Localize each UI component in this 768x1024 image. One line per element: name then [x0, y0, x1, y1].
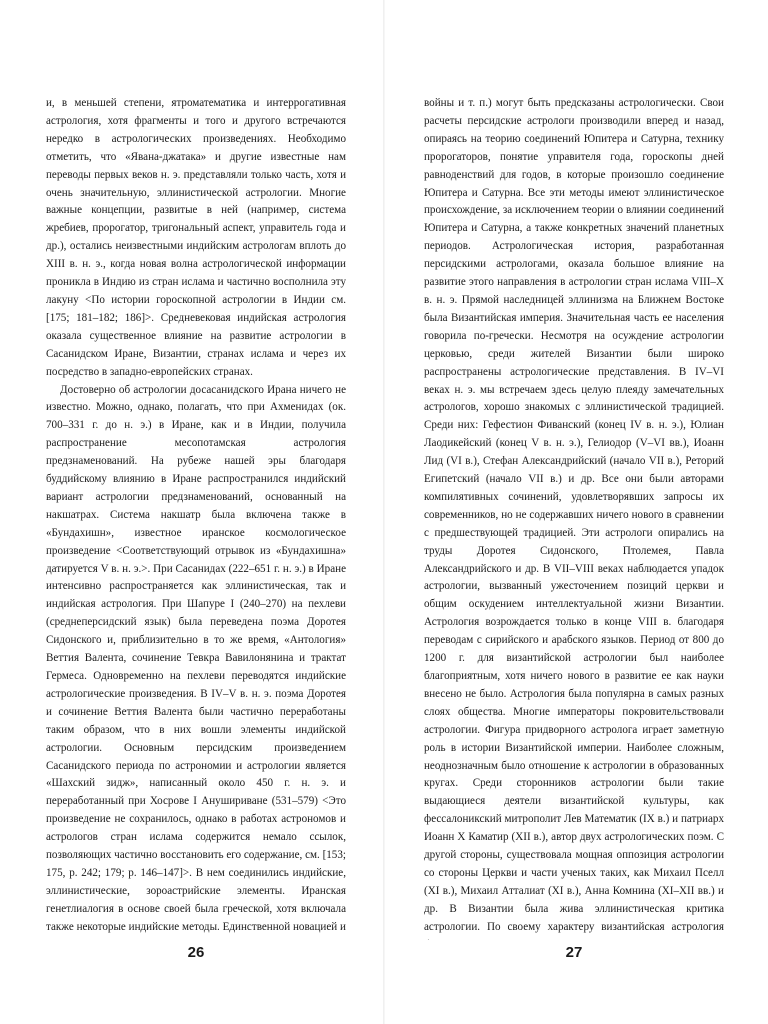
left-paragraph-2: Достоверно об астрологии досасанидского Ирана ничего не известно. Можно, однако, полагать, что при Ахменидах (ок. 700–331 г. до н. э.) в Иране, как и в Индии, получила распространение месопотамская астрология предзнаменований. На рубеже нашей эры благодаря буддийскому влиянию в Иране распространился индийский вариант астрологии предзнаменований, основанный на накшатрах. Система накшатр была включена также в «Бундахишн», известное иранское космологическое произведение <Соответствующий отрывок из «Бундахишна» датируется V в. н. э.>. При Сасанидах (222–651 г. н. э.) в Иране интенсивно распространяется как эллинистическая, так и индийская астрология. При Шапуре I (240–270) на пехлеви (среднеперсидский язык) была переведена поэма Доротея Сидонского и, приблизительно в то же время, «Антология» Веттия Валента, сочинение Тевкра Вавилонянина и трактат Гермеса. Одновременно на пехлеви переводятся индийские астрологические произведения. В IV–V в. н. э. поэма Доротея и сочинение Веттия Валента были частично переработаны таким образом, что в них вошли элементы индийской астрологии. Основным персидским произведением Сасанидского периода по астрономии и астрологии является «Шахский зидж», написанный около 450 г. н. э. и переработанный при Хосрове I Анушириване (531–579) <Это произведение не сохранилось, однако в работах астрономов и астрологов стран ислама содержится немало ссылок, позволяющих частично восстановить его содержание, см. [153; 175, р. 242; 179; р. 146–147]>. В нем соединились индийские, эллинистические, зороастрийские элементы. Иранская генетлиалогия в основе своей была греческой, хотя включала также некоторые индийские методы. Единственной новацией и — [46, 383, 346, 933]
book-gutter — [383, 0, 385, 1024]
left-page-number: 26 — [187, 944, 205, 961]
left-paragraph-1: и, в меньшей степени, ятроматематика и интеррогативная астрология, хотя фрагменты и того и другого встречаются нередко в астрологических произведениях. Необходимо отметить, что «Явана-джатака» и другие известные нам переводы первых веков н. э. представляли только часть, хотя и очень значительную, эллинистической астрологии. Многие важные концепции, развитые в ней (например, система жребиев, пророгатор, тригональный аспект, управитель года и др.), остались неизвестными индийским астрологам вплоть до XIII в. н. э., когда новая волна астрологической информации проникла в Индию из стран ислама и частично восполнила эту лакуну <По истории гороскопной астрологии в Индии см. [175; 181–182; 186]>. Средневековая индийская астрология оказала существенное влияние на развитие астрологии в Сасанидском Иране, Византии, странах ислама и через их посредство в западно-европейских странах. — [46, 97, 346, 378]
right-paragraph-1: войны и т. п.) могут быть предсказаны астрологически. Свои расчеты персидские астрологи производили вперед и назад, опираясь на теорию соединений Юпитера и Сатурна, технику пророгаторов, понятие управителя года, гороскопы дней равноденствий для годов, в которые произошло соединение Юпитера и Сатурна. Все эти методы имеют эллинистическое происхождение, за исключением теории о влиянии соединений Юпитера и Сатурна, а также конкретных значений планетных периодов. Астрологическая история, разработанная персидскими астрологами, оказала большое влияние на развитие этого направления в астрологии стран ислама VIII–X в. н. э. Прямой наследницей эллинизма на Ближнем Востоке была Византийская империя. Значительная часть ее населения говорила по-гречески. Несмотря на осуждение астрологии церковью, среди жителей Византии были широко распространены астрологические представления. В IV–VI веках н. э. мы встречаем здесь целую плеяду замечательных астрологов, хорошо знакомых с эллинистической традицией. Среди них: Гефестион Фиванский (конец IV в. н. э.), Юлиан Лаодикейский (конец V в. н. э.), Гелиодор (V–VI вв.), Иоанн Лид (VI в.), Стефан Александрийский (начало VII в.), Реторий Египетский (начало VII в.) и др. Все они были авторами компилятивных сочинений, удовлетворявших запросы их современников, но не содержавших ничего нового в сравнении с предшествующей традицией. Эти астрологи опирались на труды Доротея Сидонского, Птолемея, Павла Александрийского и др. В VII–VIII веках наблюдается упадок астрологии, вызванный ужесточением позиций церкви и общим оскудением интеллектуальной жизни Византии. Астрология возрождается только в конце VIII в. благодаря переводам с сирийского и арабского языков. Период от 800 до 1200 г. для византийской астрологии был наиболее благоприятным, хотя ничего нового в развитие ее как науки внесено не было. Астрология была популярна в самых разных слоях общества. Многие императоры покровительствовали астрологии. Фигура придворного астролога играет заметную роль в истории Византийской империи. Наиболее сложным, неоднозначным было отношение к астрологии в образованных кругах. Среди сторонников астрологии были такие выдающиеся деятели византийской культуры, как фессалоникский митрополит Лев Математик (IX в.) и патриарх Иоанн X Каматир (XII в.), автор двух астрологических поэм. С другой стороны, существовала мощная оппозиция астрологии со стороны Церкви и части ученых таких, как Михаил Пселл (XI в.), Михаил Атталиат (XI в.), Анна Комнина (XI–XII вв.) и др. В Византии была жива эллинистическая критика астрологии. По своему характеру византийская астрология — [424, 97, 724, 933]
left-page-text — [46, 95, 346, 940]
right-page-number: 27 — [565, 944, 583, 961]
right-page-text — [424, 95, 724, 940]
